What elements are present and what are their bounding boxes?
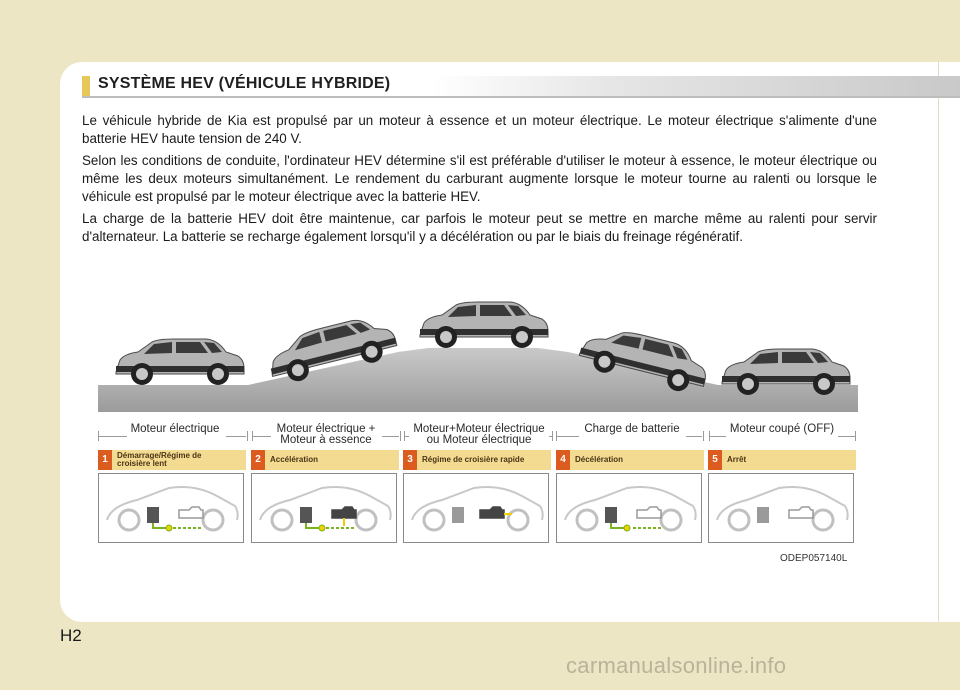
power-flow-diagram-4 (556, 473, 702, 543)
motor-icon (319, 525, 325, 531)
step-label-3: Régime de croisière rapide (422, 455, 525, 464)
mode-label-1: Moteur électrique (130, 423, 220, 435)
step-bar-3 (403, 450, 551, 470)
section-title: SYSTÈME HEV (VÉHICULE HYBRIDE) (98, 75, 391, 92)
engine-icon (637, 507, 661, 518)
hill-cars-illustration (98, 290, 858, 415)
battery-icon (147, 507, 159, 523)
mode-line (99, 436, 127, 437)
car-outline-icon (260, 487, 391, 520)
mode-divider (703, 431, 704, 441)
wheel-icon (203, 510, 223, 530)
power-flow-diagram-2 (251, 473, 397, 543)
battery-icon (605, 507, 617, 523)
step-bar-2 (251, 450, 399, 470)
power-flow-diagram-1 (98, 473, 244, 543)
paragraph-2: Selon les conditions de conduite, l'ordinateur HEV détermine s'il est préférable d'utiliser le moteur à essence, le moteur électrique ou même les deux moteurs simultanément. Le rendement du carburant augmente lorsque le moteur tourne au ralenti ou lorsque le véhicule est propulsé par le moteur électrique avec la batterie HEV. (82, 153, 877, 204)
mode-label-5: Moteur coupé (OFF) (729, 423, 835, 435)
mode-line (253, 436, 271, 437)
car-1 (116, 339, 244, 385)
mode-divider (552, 431, 553, 441)
step-bar-4 (556, 450, 704, 470)
wheel-icon (729, 510, 749, 530)
mode-line (226, 436, 246, 437)
power-flow-diagram-5 (708, 473, 854, 543)
mode-divider (855, 431, 856, 441)
mode-line (382, 436, 399, 437)
page-edge (938, 62, 960, 622)
engine-icon (789, 507, 813, 518)
wheel-icon (119, 510, 139, 530)
wheel-icon (272, 510, 292, 530)
paragraph-1: Le véhicule hybride de Kia est propulsé par un moteur à essence et un moteur électrique. Le moteur électrique s'alimente d'une batterie HEV haute tension de 240 V. (82, 113, 877, 146)
step-label-2: Accélération (270, 455, 319, 464)
step-number-2: 2 (251, 450, 265, 470)
step-number-5: 5 (708, 450, 722, 470)
battery-icon (757, 507, 769, 523)
car-outline-icon (107, 487, 238, 520)
step-bar-5 (708, 450, 856, 470)
mode-line (686, 436, 702, 437)
body-text (82, 112, 877, 250)
wheel-icon (424, 510, 444, 530)
step-bar-1 (98, 450, 246, 470)
car-outline-icon (565, 487, 696, 520)
mode-line (710, 436, 726, 437)
page-number: H2 (60, 626, 82, 645)
mode-line (838, 436, 855, 437)
watermark: carmanualsonline.info (566, 653, 787, 678)
step-label-4: Décélération (575, 455, 624, 464)
mode-divider (247, 431, 248, 441)
mode-line (557, 436, 579, 437)
title-accent-mark (82, 76, 90, 96)
mode-label-2: Moteur électrique + Moteur à essence (276, 423, 376, 446)
step-number-4: 4 (556, 450, 570, 470)
mode-label-3: Moteur+Moteur électrique ou Moteur électrique (413, 423, 545, 446)
battery-icon (452, 507, 464, 523)
car-outline-icon (717, 487, 848, 520)
step-label-1: Démarrage/Régime de croisière lent (117, 451, 202, 468)
battery-icon (300, 507, 312, 523)
mode-divider (400, 431, 401, 441)
motor-icon (166, 525, 172, 531)
wheel-icon (661, 510, 681, 530)
paragraph-3: La charge de la batterie HEV doit être maintenue, car parfois le moteur peut se mettre en marche même au ralenti pour servir d'alternateur. La batterie se recharge également lorsqu'il y a décélération ou par le biais du freinage régénératif. (82, 211, 877, 244)
step-label-5: Arrêt (727, 455, 747, 464)
step-number-1: 1 (98, 450, 112, 470)
engine-icon (179, 507, 203, 518)
wheel-icon (813, 510, 833, 530)
engine-icon (332, 507, 356, 518)
wheel-icon (577, 510, 597, 530)
power-flow-diagram-3 (403, 473, 549, 543)
car-outline-icon (412, 487, 543, 520)
engine-icon (480, 507, 504, 518)
title-underline (82, 96, 960, 98)
wheel-icon (356, 510, 376, 530)
figure-code: ODEP057140L (780, 553, 848, 564)
car-3 (420, 302, 548, 348)
mode-label-4: Charge de batterie (584, 423, 680, 435)
step-number-3: 3 (403, 450, 417, 470)
motor-icon (624, 525, 630, 531)
